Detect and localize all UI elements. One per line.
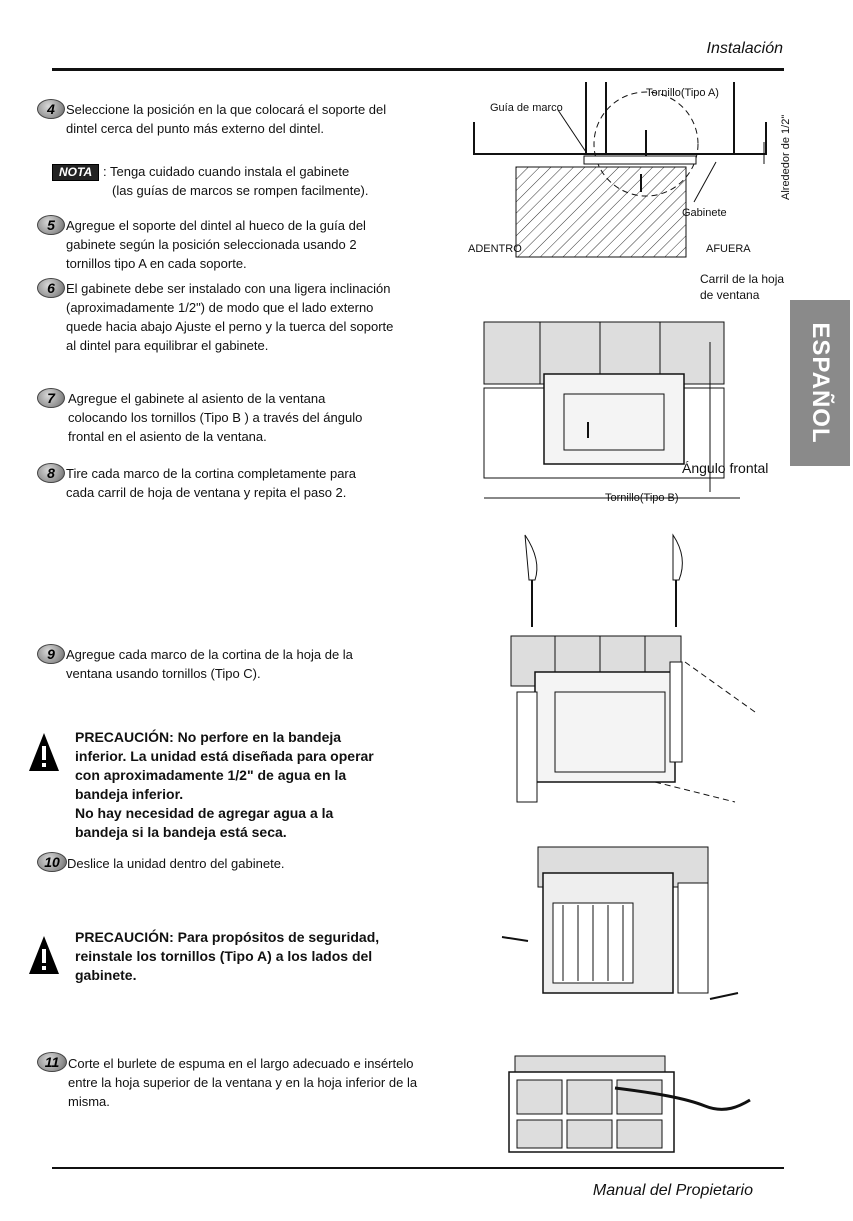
footer-title: Manual del Propietario xyxy=(592,1182,753,1199)
step-5-text: Agregue el soporte del dintel al hueco de la guía del gabinete según la posición seleccionada usando 2 tornillos tipo A en cada soporte. xyxy=(66,218,366,271)
step-6-badge: 6 xyxy=(37,278,65,298)
label-gabinete: Gabinete xyxy=(682,207,727,219)
label-tornillo-b: Tornillo(Tipo B) xyxy=(605,492,679,504)
label-angulo-frontal: Ángulo frontal xyxy=(682,460,769,476)
step-5-badge: 5 xyxy=(37,215,65,235)
label-afuera: AFUERA xyxy=(706,243,751,255)
section-header: Instalación xyxy=(706,40,783,57)
caution-2: PRECAUCIÓN: Para propósitos de seguridad, reinstale los tornillos (Tipo A) a los lados del gabinete. xyxy=(75,929,380,983)
step-6-text: El gabinete debe ser instalado con una ligera inclinación (aproximadamente 1/2") de modo que el lado externo quede hacia abajo Ajuste el perno y la tuerca del soporte al dintel para equilibrar el gabinete. xyxy=(66,281,394,353)
warning-icon xyxy=(28,935,60,975)
step-9-text: Agregue cada marco de la cortina de la hoja de la ventana usando tornillos (Tipo C). xyxy=(66,647,353,681)
top-rule xyxy=(52,68,784,71)
step-11-text: Corte el burlete de espuma en el largo adecuado e insértelo entre la hoja superior de la ventana y en la hoja inferior de la misma. xyxy=(68,1056,418,1109)
step-10-badge: 10 xyxy=(37,852,67,872)
figure-curtain-frames xyxy=(505,632,805,822)
figure-screwdrivers xyxy=(505,535,705,630)
step-9-badge: 9 xyxy=(37,644,65,664)
label-tornillo-a: Tornillo(Tipo A) xyxy=(646,87,719,99)
step-10-text: Deslice la unidad dentro del gabinete. xyxy=(67,856,285,871)
step-7-badge: 7 xyxy=(37,388,65,408)
bottom-rule xyxy=(52,1167,784,1169)
step-8-text: Tire cada marco de la cortina completamente para cada carril de hoja de ventana y repita el paso 2. xyxy=(66,466,356,500)
label-guia-marco: Guía de marco xyxy=(490,102,563,114)
step-8-badge: 8 xyxy=(37,463,65,483)
step-11-badge: 11 xyxy=(37,1052,67,1072)
label-carril: Carril de la hoja de ventana xyxy=(700,272,785,302)
nota-badge: NOTA xyxy=(52,164,99,181)
step-4-badge: 4 xyxy=(37,99,65,119)
label-alrededor: Alrededor de 1/2" xyxy=(780,114,792,200)
nota-text-2: (las guías de marcos se rompen facilmente). xyxy=(112,183,369,198)
label-adentro: ADENTRO xyxy=(468,243,522,255)
warning-icon xyxy=(28,732,60,772)
step-7-text: Agregue el gabinete al asiento de la ventana colocando los tornillos (Tipo B ) a través del ángulo frontal en el asiento de la ventana. xyxy=(68,391,363,444)
caution-1: PRECAUCIÓN: No perfore en la bandeja inferior. La unidad está diseñada para operar con aproximadamente 1/2" de agua en la bandeja inferior. No hay necesidad de agregar agua a la bandeja si la bandeja está seca. xyxy=(75,729,374,840)
language-tab: ESPAÑOL xyxy=(790,300,850,466)
figure-foam-seal xyxy=(505,1048,765,1158)
step-4-text: Seleccione la posición en la que colocará el soporte del dintel cerca del punto más externo del dintel. xyxy=(66,102,387,136)
nota-text: : Tenga cuidado cuando instala el gabinete xyxy=(103,164,350,179)
figure-slide-unit xyxy=(498,843,768,1021)
